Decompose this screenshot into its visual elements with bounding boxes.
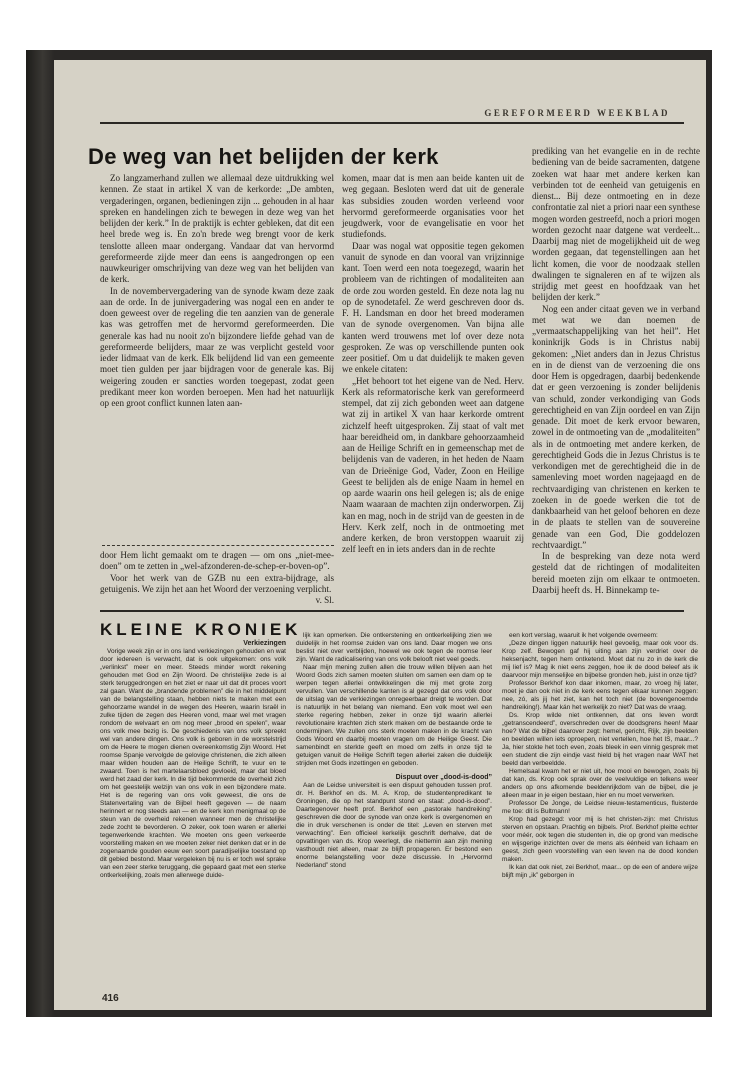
header-rule	[100, 122, 684, 124]
paragraph: Zo langzamerhand zullen we allemaal deze uitdrukking wel kennen. Ze staat in artikel X van de kerkorde: „De ambten, vergaderingen, organen, bedieningen zijn ... gehouden in al haar spreken en handelingen zich te bewegen in deze weg van het belijden der kerk.” In de praktijk is echter gebleken, dat dit een heel brede weg is. En zo'n brede weg brengt voor de kerk tenslotte alleen maar ondergang. Vandaar dat van hervormd gereformeerde zijde meer dan eens is aangedrongen op een nauwkeuriger omschrijving van deze weg van het belijden van de kerk.	[100, 173, 334, 285]
magazine-page	[54, 60, 706, 1010]
article-column-3	[532, 146, 700, 596]
paragraph: Naar mijn mening zullen allen die trouw willen blijven aan het Woord Gods zich samen moeten sluiten om samen een dam op te werpen tegen allerlei ontwikkelingen die mij met grote zorg vervullen. Van verschillende kanten is al gezegd dat ons volk door de uitslag van de verkiezingen onregeerbaar dreigt te worden. Dat is natuurlijk in het belang van niemand. Een volk moet wel een sterke regering hebben, zeker in onze tijd waarin allerlei revolutionaire krachten zich sterk maken om de bestaande orde te ondermijnen. We zullen ons sterk moeten maken in de kracht van Gods Woord en daarbij moeten vragen om de Heilige Geest. Die samenbindt en sterkte geeft en moed om zelfs in onze tijd te getuigen vanuit de Heilige Schrift tegen allerlei zaken die duidelijk strijden met Gods inzettingen en geboden.	[296, 664, 492, 767]
article-column-1-footer	[100, 550, 334, 606]
paragraph: Ds. Krop wilde niet ontkennen, dat ons leven wordt „getranscendeerd”, overschreden over de doodsgrens heen! Maar hoe? Wat de bijbel daarover zegt: hemel, gericht, Rijk, zijn beelden en beelden willen iets oproepen, niet vertellen, hoe het IS, maar...? Ja, hier stokte het toch even, zoals bleek in een vinnig gesprek met een student die zijn eindje vast hield bij het vragen naar WAT het beeld dan verbeeldde.	[502, 712, 698, 767]
paragraph: Krop had gezegd: voor mij is het christen-zijn: met Christus sterven en opstaan. Prachtig en bijbels. Prof. Berkhof pleitte echter voor méér, ook tegen die studenten in, die op grond van medische en wijsgerige inzichten over de mens als éénheid van lichaam en geest, zich geen voorstelling van een leven na de dood konden maken.	[502, 816, 698, 863]
page-number: 416	[102, 993, 119, 1004]
paragraph: prediking van het evangelie en in de rechte bediening van de beide sacramenten, datgene zoeken wat haar met andere kerken kan verbinden tot de eenheid van getuigenis en dienst... Bij deze ontmoeting en in deze confrontatie zal niet a priori naar een synthese mogen worden gestreefd, noch a priori mogen worden gezocht naar datgene wat verdeelt... Daarbij mag niet de mogelijkheid uit de weg worden gegaan, dat tegenstellingen aan het licht komen, die voor de noodzaak stellen dwalingen te signaleren en af te wijzen als strijdig met geest en hoofdzaak van het belijden der kerk.”	[532, 146, 700, 303]
paragraph: „Deze dingen liggen natuurlijk heel gevoelig, maar ook voor ds. Krop zelf. Bewogen gaf hij uiting aan zijn verdriet over de heksenjacht, tegen hem ontketend. Moet dat nu zo in de kerk die mij lief is? Mag ik niet eens zeggen, hoe ik de dood beleef als ik daarvoor mijn menselijke en bijbelse gronden heb, juist in onze tijd?	[502, 640, 698, 679]
subheading-verkiezingen: Verkiezingen	[243, 640, 286, 647]
article-title: De weg van het belijden der kerk	[88, 144, 439, 169]
kroniek-column-2	[296, 632, 492, 870]
kroniek-column-3	[502, 632, 698, 880]
paragraph: Professor De Jonge, de Leidse nieuw-testamenticus, fluisterde me toe: dit is Bultmann!	[502, 800, 698, 815]
scanned-page	[26, 50, 712, 1017]
kroniek-column-1	[100, 640, 286, 880]
separator-dashes	[102, 545, 334, 546]
binding-edge	[26, 50, 54, 1017]
paragraph: Voor het werk van de GZB nu een extra-bijdrage, als getuigenis. We zijn het aan het Woord der verzoening verplicht.	[100, 572, 334, 594]
paragraph: Aan de Leidse universiteit is een dispuut gehouden tussen prof. dr. H. Berkhof en ds. M. A. Krop, de studentenpredikant te Groningen, die op het standpunt stond en staat: „dood-is-dood”. Daartegenover heeft prof. Berkhof een „pastorale handreiking” geschreven die door de synode van onze kerk is overgenomen en die in druk verschenen is onder de titel: „Leven en sterven met verwachting”. Een officieel kerkelijk geschrift derhalve, dat de opvattingen van ds. Krop weerlegt, die niettemin aan zijn mening vasthoudt niet alleen, maar ze blijft propageren. Er bestond een enorme belangstelling voor deze discussie. In „Hervormd Nederland” stond	[296, 782, 492, 869]
paragraph: In de novembervergadering van de synode kwam deze zaak aan de orde. In de junivergadering was nogal een en ander te doen geweest over de regeling die ten aanzien van de generale kas was getroffen met de hervormd gereformeerden. Die generale kas had nu nooit zo'n bijzondere liefde gehad van de gereformeerde belijders, maar ze was verplicht gesteld voor ieder lidmaat van de kerk. Elk belijdend lid van een gemeente moet tien gulden per jaar bijdragen voor de generale kas. Bij weigering zouden er sancties worden toegepast, zodat geen predikant meer kon worden beroepen. Men had het natuurlijk op een groot conflict kunnen laten aan-	[100, 285, 334, 408]
section-rule	[100, 610, 684, 612]
paragraph: In de bespreking van deze nota werd gesteld dat de richtingen of modaliteiten bereid moeten zijn om elkaar te ontmoeten. Daarbij heeft ds. H. Binnekamp te-	[532, 551, 700, 595]
paragraph: lijk kan opmerken. Die ontkerstening en ontkerkelijking zien we duidelijk in het roomse zuiden van ons land. Daar mogen we ons beslist niet over verblijden, hoewel we ook tegen de roomse leer zijn. Want de radicalisering van ons volk belooft niet veel goeds.	[296, 632, 492, 663]
paragraph: komen, maar dat is men aan beide kanten uit de weg gegaan. Besloten werd dat uit de generale kas subsidies zouden worden verleend voor hervormd gereformeerde organisaties voor het jeugdwerk, voor de evangelisatie en voor het studiefonds.	[342, 173, 524, 240]
paragraph: Professor Berkhof kon daar inkomen, maar, zo vroeg hij later, moet je dan ook niet in de kerk eens tegen elkaar kunnen zeggen: nee, zó, als jij het ziet, kan het toch niet (de bovengenoemde handreiking!). Maar kán het werkelijk zo niet? Dat was de vraag.	[502, 680, 698, 711]
article-column-2	[342, 173, 524, 556]
paragraph: Daar was nogal wat oppositie tegen gekomen vanuit de synode en dan vooral van vrijzinnige kant. Toen werd een nota toegezegd, waarin het probleem van de richtingen of modaliteiten aan de orde zou worden gesteld. En deze nota lag nu op de synodetafel. Ze werd geschreven door ds. F. H. Landsman en door het breed moderamen van de synode overgenomen. Van bijna alle kanten werd trouwens met lof over deze nota gesproken. Ze was op verschillende punten ook zeer positief. Om u dat duidelijk te maken geven we enkele citaten:	[342, 240, 524, 375]
paragraph: Nog een ander citaat geven we in verband met wat we dan noemen de „vermaatschappelijking van het heil”. Het koninkrijk Gods is in Christus nabij gekomen: „Niet anders dan in Jezus Christus en in de dienst van de verzoening die ons door Hem is opgedragen, daarbij bedenkende dat er geen verzoening is zonder belijdenis van schuld, zonder verkondiging van Gods gerechtigheid en van Zijn oordeel en van Zijn genade. Dit moet de kerk ervoor bewaren, zowel in de ontmoeting van de „modaliteiten” als in de ontmoeting met andere kerken, de gerechtigheid Gods die in Jezus Christus is te verkondigen met de gerechtigheid die in de samenleving moet worden nagejaagd en de rechtvaardiging van christenen en kerken te zoeken in de goede werken die tot de dankbaarheid van het geloof behoren en deze in de plaats te stellen van de souvereine genade van een God, Die goddelozen rechtvaardigt.”	[532, 303, 700, 550]
running-header: GEREFORMEERD WEEKBLAD	[484, 108, 670, 118]
article-column-1	[100, 173, 334, 409]
paragraph: een kort verslag, waaruit ik het volgende overneem:	[509, 632, 658, 639]
paragraph: Hemelsaal kwam het er niet uit, hoe mooi en bewogen, zoals bij dat kan, ds. Krop ook sprak over de veelvuldige en telkens weer anders op ons afkomende beeldenrijkdom van de bijbel, die je alleen maar in je eigen bestaan, hier en nu moet verwerken.	[502, 768, 698, 799]
author-signature: v. Sl.	[315, 595, 334, 605]
paragraph: Vorige week zijn er in ons land verkiezingen gehouden en wat door iedereen is verwacht, dat is ook uitgekomen: ons volk „verlinkst” meer en meer. Steeds minder wordt rekening gehouden met God en Zijn Woord. De christelijke zede is al sterk teruggedrongen en het ziet er naar uit dat dit proces voort zal gaan. Want de „brandende problemen” die in het middelpunt van de belangstelling staan, hebben niets te maken met een gehoorzame wandel in de wegen des Heeren, waarin Israël in zulke tijden de zegen des Heeren vond, maar wel met vragen rondom de welvaart en om nog meer „brood en spelen”, waar ons volk mee bezig is. De geschiedenis van ons volk spreekt wel van andere dingen. Ons volk is geboren in de worstelstrijd om de Heere te mogen dienen overeenkomstig Zijn Woord. Het roomse Spanje vervolgde de gelovige christenen, die zich alleen maar wilden houden aan de Heilige Schrift, te vuur en te zwaard. Toen is het martelaarsbloed gevloeid, maar dat bloed werd het zaad der kerk. In die tijd bekommerde de overheid zich om het geestelijk welzijn van ons volk in een bijzondere mate. Het is de regering van ons volk geweest, die ons de Statenvertaling van de Bijbel heeft gegeven — de naam herinnert er nog steeds aan — en de kerk kon menigmaal op de steun van de overheid rekenen wanneer men de christelijke zede zocht te bevorderen. O zeker, ook toen waren er allerlei tegenwerkende krachten. We moeten ons geen verkeerde voorstelling maken en we moeten zeker niet denken dat er in de zogenaamde gouden eeuw een soort paradijselijke toestand op dit gebied bestond. Maar vergeleken bij nu is er toch wel sprake van een zeer sterke teruggang, die gepaard gaat met een sterke ontkerkelijking, zoals men allerwege duide-	[100, 648, 286, 879]
paragraph: Ik kan dat ook niet, zei Berkhof, maar... op de een of andere wijze blijft mijn „ik” geborgen in	[502, 864, 698, 879]
subheading-dispuut: Dispuut over „dood-is-dood”	[395, 774, 492, 781]
paragraph: door Hem licht gemaakt om te dragen — om ons „niet-mee-doen” om te zetten in „wel-afzonderen-de-schep-er-boven-op”.	[100, 550, 334, 572]
kroniek-title: KLEINE KRONIEK	[100, 620, 302, 639]
quotation: „Het behoort tot het eigene van de Ned. Herv. Kerk als reformatorische kerk van gereformeerd stempel, dat zij zich gebonden weet aan datgene wat zij in artikel X van haar kerkorde omtrent zichzelf heeft uitgesproken. Zij staat of valt met haar bereidheid om, in dankbare gehoorzaamheid aan de Heilige Schrift en in gemeenschap met de belijdenis van de vaderen, in het heden de Naam van de Drieënige God, Vader, Zoon en Heilige Geest te belijden als de enige Naam in hemel en op aarde waarin ons heil gelegen is; als de enige Naam waaraan de machten zijn onderworpen. Zij kan en mag, noch in de strijd van de geesten in de Herv. Kerk zelf, noch in de ontmoeting met andere kerken, de bron verstoppen waaruit zij zelf leeft en in iets anders dan in de rechte	[342, 375, 524, 555]
